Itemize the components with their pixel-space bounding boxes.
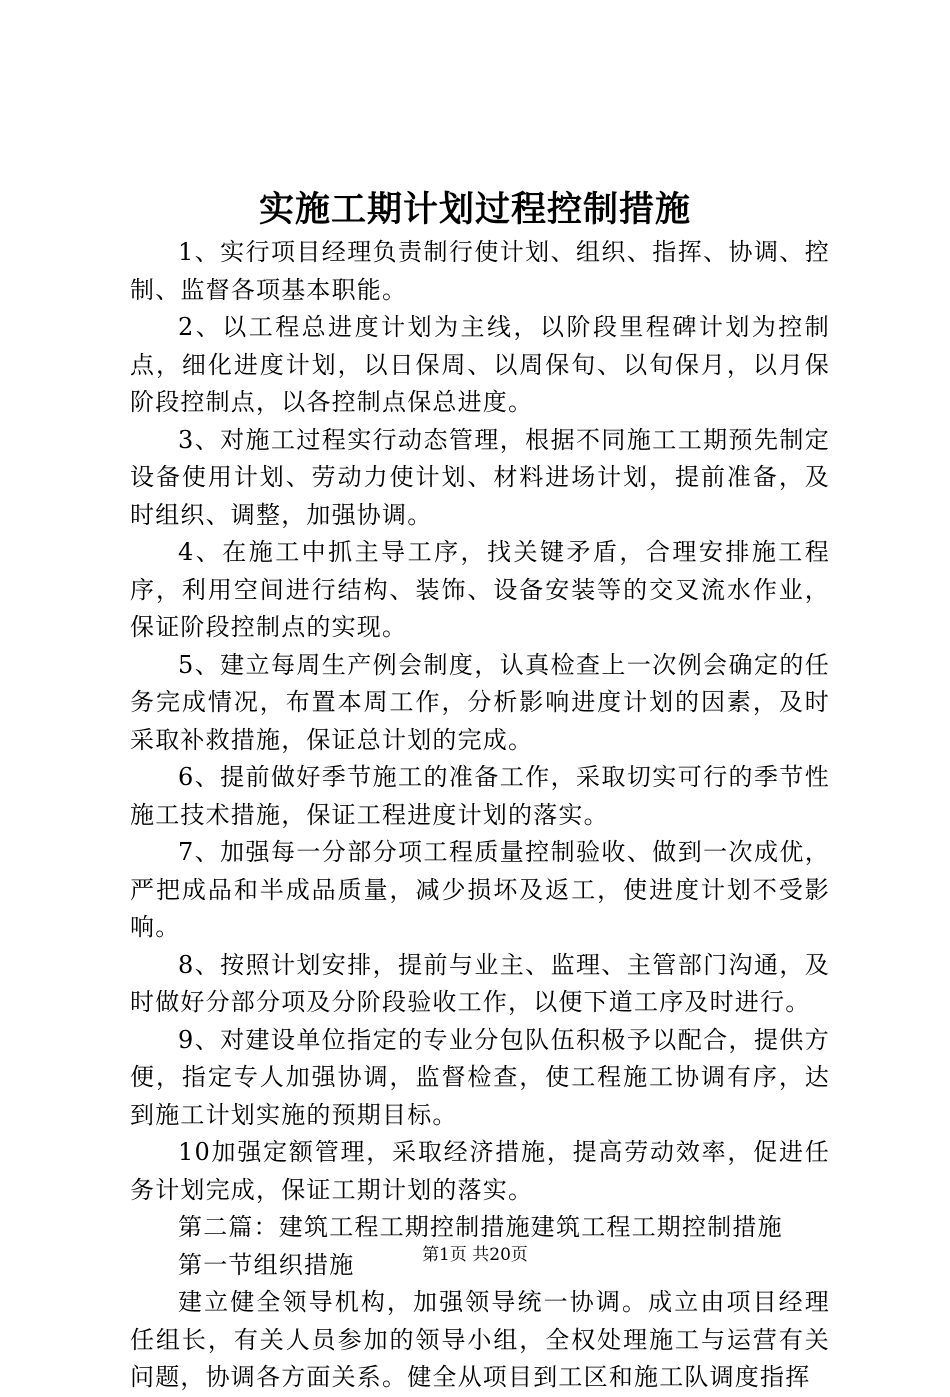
paragraph-2: 2、以工程总进度计划为主线，以阶段里程碑计划为控制点，细化进度计划，以日保周、以周保旬、以旬保月，以月保阶段控制点，以各控制点保总进度。	[130, 313, 830, 416]
paragraph-3: 3、对施工过程实行动态管理，根据不同施工工期预先制定设备使用计划、劳动力使计划、材料进场计划，提前准备，及时组织、调整，加强协调。	[130, 425, 830, 529]
section-heading-part-two: 第二篇：建筑工程工期控制措施建筑工程工期控制措施	[178, 1213, 783, 1241]
page-number-footer: 第1页 共20页	[422, 1245, 528, 1265]
paragraph-5: 5、建立每周生产例会制度，认真检查上一次例会确定的任务完成情况，布置本周工作，分析影响进度计划的因素，及时采取补救措施，保证总计划的完成。	[130, 650, 830, 754]
document-body	[130, 234, 830, 1397]
paragraph-7: 7、加强每一分部分项工程质量控制验收、做到一次成优，严把成品和半成品质量，减少损坏及返工，使进度计划不受影响。	[130, 838, 830, 941]
paragraph-organization: 建立健全领导机构，加强领导统一协调。成立由项目经理任组长，有关人员参加的领导小组，全权处理施工与运营有关问题，协调各方面关系。健全从项目到工区和施工队调度指挥	[130, 1288, 830, 1391]
paragraph-10: 10加强定额管理，采取经济措施，提高劳动效率，促进任务计划完成，保证工期计划的落实。	[130, 1138, 830, 1204]
document-title: 实施工期计划过程控制措施	[258, 189, 691, 230]
paragraph-6: 6、提前做好季节施工的准备工作，采取切实可行的季节性施工技术措施，保证工程进度计划的落实。	[130, 763, 830, 829]
paragraph-1: 1、实行项目经理负责制行使计划、组织、指挥、协调、控制、监督各项基本职能。	[130, 238, 830, 304]
paragraph-9: 9、对建设单位指定的专业分包队伍积极予以配合，提供方便，指定专人加强协调，监督检查，使工程施工协调有序，达到施工计划实施的预期目标。	[130, 1025, 830, 1129]
paragraph-8: 8、按照计划安排，提前与业主、监理、主管部门沟通，及时做好分部分项及分阶段验收工作，以便下道工序及时进行。	[130, 950, 830, 1016]
paragraph-4: 4、在施工中抓主导工序，找关键矛盾，合理安排施工程序，利用空间进行结构、装饰、设备安装等的交叉流水作业，保证阶段控制点的实现。	[130, 538, 830, 641]
section-heading-chapter-one: 第一节组织措施	[178, 1250, 355, 1279]
